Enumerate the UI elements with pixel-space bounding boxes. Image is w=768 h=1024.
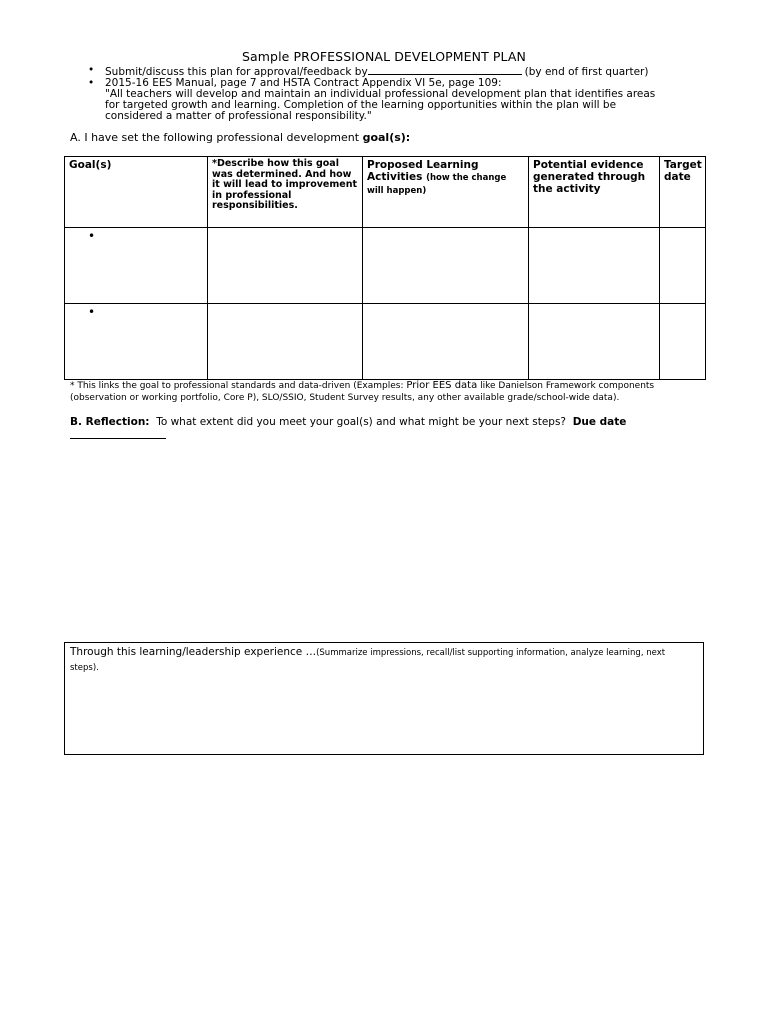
instruction-submit-suffix: (by end of first quarter): [524, 66, 649, 78]
manual-quote-line: for targeted growth and learning. Completion of the learning opportunities within the plan will be: [105, 99, 617, 111]
table-header-row: [65, 157, 706, 228]
bullet-icon: •: [88, 229, 96, 243]
target-date-cell[interactable]: [660, 304, 706, 380]
goal-cell[interactable]: [65, 228, 208, 304]
footnote-part2: like Danielson Framework components (observation or working portfolio, Core P), SLO/SSIO, Student Survey results, any other available grade/school-wide data).: [70, 381, 655, 403]
section-a-bold: goal(s):: [362, 131, 411, 144]
header-describe: *Describe how this goal was determined. And how it will lead to improvement in professional responsibilities.: [208, 157, 363, 228]
manual-quote-line: considered a matter of professional responsibility.": [105, 110, 372, 122]
page-title: Sample PROFESSIONAL DEVELOPMENT PLAN: [241, 49, 527, 64]
target-date-cell[interactable]: [660, 228, 706, 304]
header-potential-evidence: Potential evidence generated through the activity: [529, 157, 660, 228]
activities-cell[interactable]: [363, 304, 529, 380]
header-target-date: Target date: [660, 157, 706, 228]
reflection-question: To what extent did you meet your goal(s) and what might be your next steps?: [156, 416, 567, 428]
describe-cell[interactable]: [208, 304, 363, 380]
evidence-cell[interactable]: [529, 228, 660, 304]
bullet-icon: •: [88, 305, 96, 319]
section-b-reflection: [70, 416, 710, 439]
manual-quote-line: "All teachers will develop and maintain an individual professional development plan that identifies areas: [105, 88, 656, 100]
summary-prompt: [70, 644, 690, 674]
section-a-heading: [70, 131, 410, 144]
instruction-item-manual: [88, 78, 705, 122]
table-row: [65, 304, 706, 380]
evidence-cell[interactable]: [529, 304, 660, 380]
describe-cell[interactable]: [208, 228, 363, 304]
goals-table: [64, 156, 706, 380]
summary-box[interactable]: [64, 642, 704, 755]
due-date-blank[interactable]: [70, 428, 166, 439]
footnote-part1: * This links the goal to professional standards and data-driven (Examples:: [70, 381, 404, 391]
table-row: [65, 228, 706, 304]
activities-cell[interactable]: [363, 228, 529, 304]
header-goals: Goal(s): [65, 157, 208, 228]
summary-note: (Summarize impressions, recall/list supporting information, analyze learning, next steps).: [70, 648, 666, 673]
section-a-text: A. I have set the following professional development: [70, 131, 360, 144]
header-proposed-activities-label: Proposed Learning Activities: [367, 159, 479, 183]
due-date-label: Due date: [572, 416, 627, 428]
header-proposed-activities-note: (how the change will happen): [367, 173, 507, 196]
bullet-icon: •: [88, 64, 95, 76]
table-footnote: [70, 380, 710, 404]
reflection-label: B. Reflection:: [70, 416, 150, 428]
instruction-submit-text: Submit/discuss this plan for approval/feedback by: [105, 66, 368, 78]
header-proposed-activities: [363, 157, 529, 228]
summary-lead: Through this learning/leadership experience …: [70, 646, 317, 658]
goal-cell[interactable]: [65, 304, 208, 380]
footnote-highlight: Prior EES data: [406, 380, 478, 391]
bullet-icon: •: [88, 77, 95, 89]
approval-date-blank[interactable]: [368, 65, 522, 75]
manual-reference: 2015-16 EES Manual, page 7 and HSTA Contract Appendix VI 5e, page 109:: [105, 77, 502, 89]
